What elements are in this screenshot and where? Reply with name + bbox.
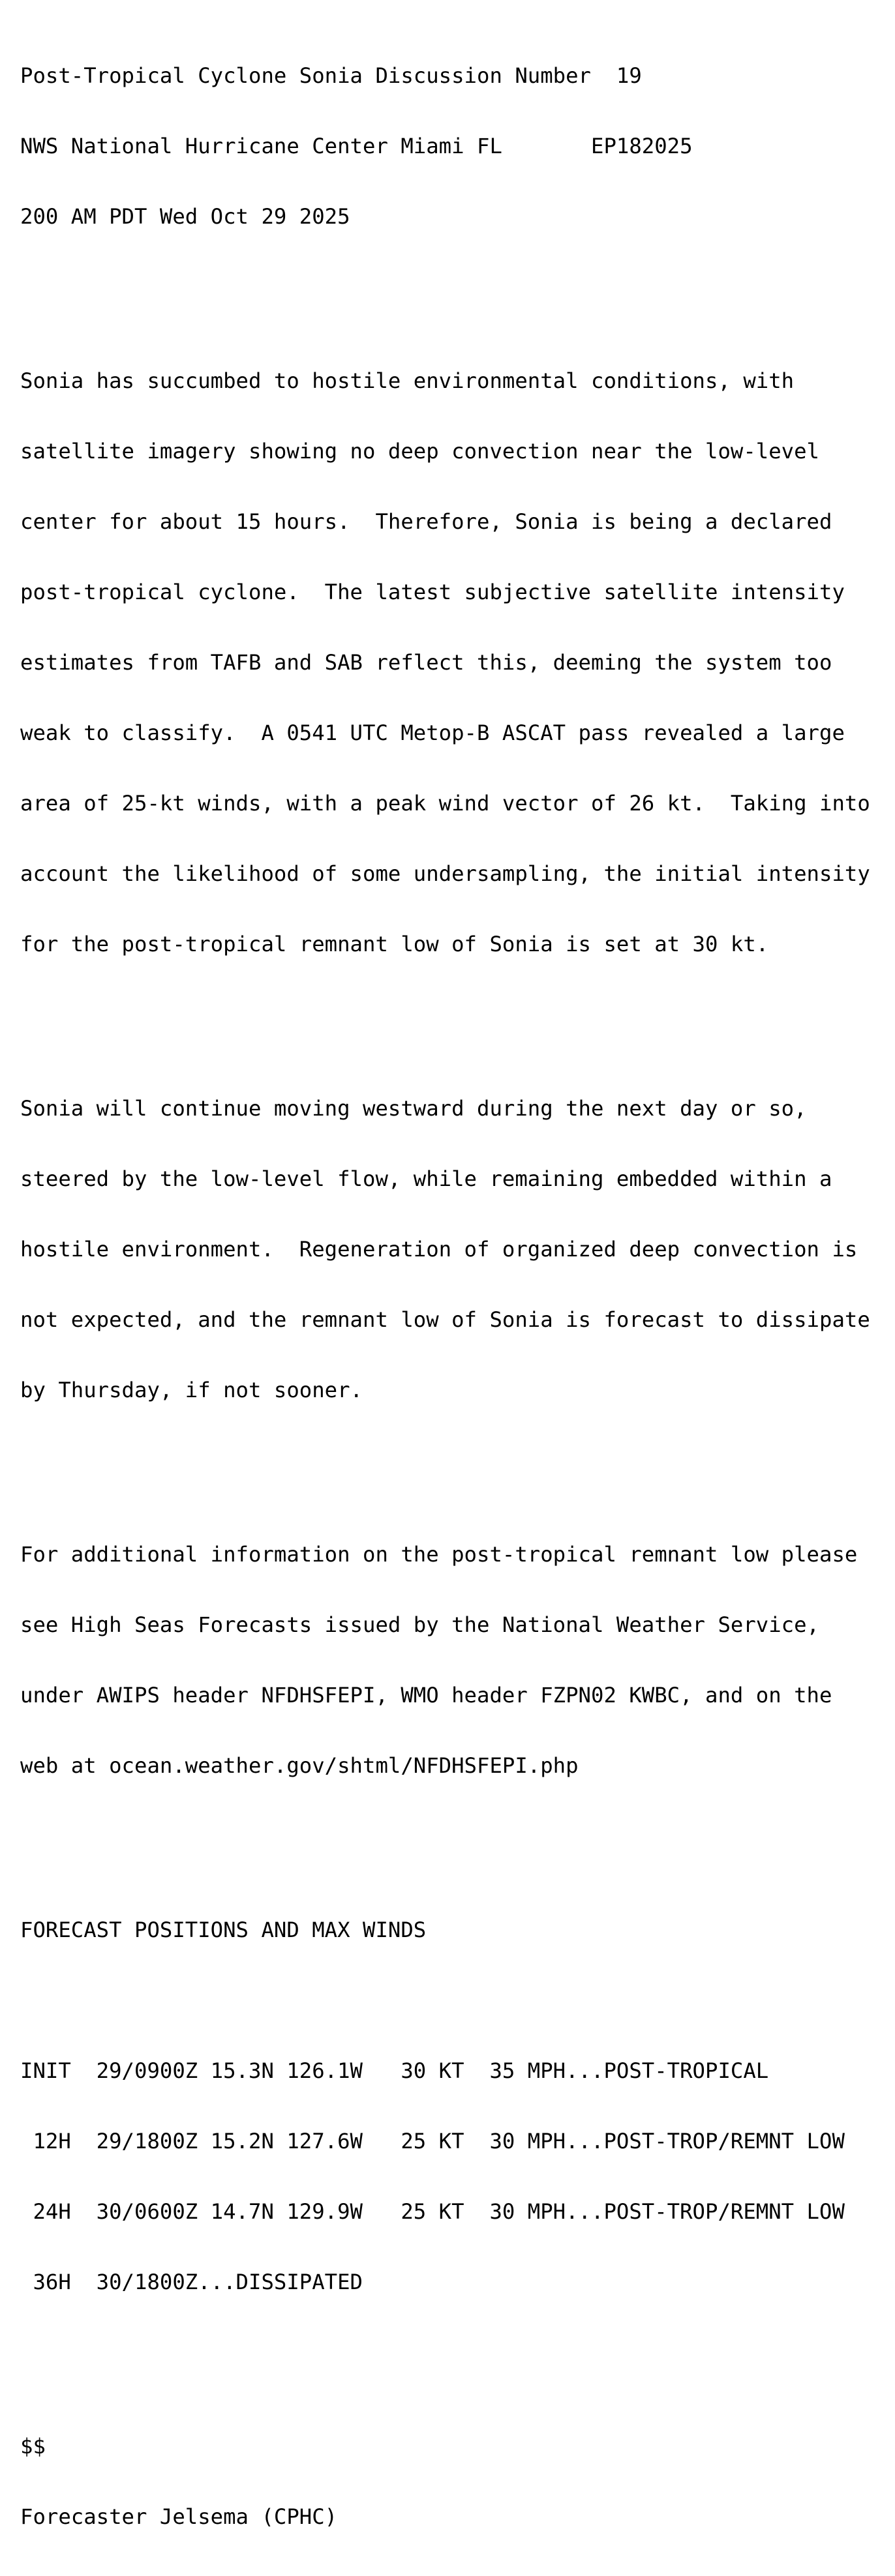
issuing-office: NWS National Hurricane Center Miami FL EP182025 [20,134,693,158]
paragraph-1-line: center for about 15 hours. Therefore, Sonia is being a declared [20,509,832,534]
blank-line [20,1449,895,1472]
paragraph-1-line: Sonia has succumbed to hostile environmental conditions, with [20,368,795,393]
forecast-row: 12H 29/1800Z 15.2N 127.6W 25 KT 30 MPH...POST-TROP/REMNT LOW [20,2129,845,2154]
issuance-time: 200 AM PDT Wed Oct 29 2025 [20,204,350,229]
blank-line [20,1989,895,2012]
paragraph-1-line: for the post-tropical remnant low of Sonia is set at 30 kt. [20,932,769,956]
paragraph-2-line: Sonia will continue moving westward during the next day or so, [20,1096,807,1121]
paragraph-3-line: under AWIPS header NFDHSFEPI, WMO header FZPN02 KWBC, and on the [20,1683,832,1708]
forecaster-signature: Forecaster Jelsema (CPHC) [20,2504,338,2529]
paragraph-1-line: post-tropical cyclone. The latest subjective satellite intensity [20,580,845,604]
forecast-row: 36H 30/1800Z...DISSIPATED [20,2270,363,2294]
forecast-heading: FORECAST POSITIONS AND MAX WINDS [20,1917,427,1942]
forecast-row: 24H 30/0600Z 14.7N 129.9W 25 KT 30 MPH...POST-TROP/REMNT LOW [20,2199,845,2224]
forecast-row: INIT 29/0900Z 15.3N 126.1W 30 KT 35 MPH...POST-TROPICAL [20,2058,769,2083]
paragraph-2-line: steered by the low-level flow, while remaining embedded within a [20,1166,832,1191]
paragraph-2-line: hostile environment. Regeneration of organized deep convection is [20,1237,858,1262]
paragraph-1-line: estimates from TAFB and SAB reflect this, deeming the system too [20,650,832,675]
paragraph-3-line: web at ocean.weather.gov/shtml/NFDHSFEPI.php [20,1753,579,1778]
blank-line [20,1003,895,1026]
product-title: Post-Tropical Cyclone Sonia Discussion Number 19 [20,63,642,88]
blank-line [20,275,895,299]
paragraph-1-line: area of 25-kt winds, with a peak wind vector of 26 kt. Taking into [20,791,870,816]
discussion-text [20,17,895,2575]
paragraph-1-line: account the likelihood of some undersampling, the initial intensity [20,861,870,886]
blank-line [20,1824,895,1848]
paragraph-3-line: see High Seas Forecasts issued by the National Weather Service, [20,1612,819,1637]
paragraph-2-line: not expected, and the remnant low of Sonia is forecast to dissipate [20,1307,870,1332]
product-terminator: $$ [20,2434,46,2459]
paragraph-3-line: For additional information on the post-tropical remnant low please [20,1542,858,1567]
blank-line [20,2341,895,2364]
paragraph-1-line: satellite imagery showing no deep convection near the low-level [20,439,819,464]
paragraph-1-line: weak to classify. A 0541 UTC Metop-B ASCAT pass revealed a large [20,720,845,745]
paragraph-2-line: by Thursday, if not sooner. [20,1378,363,1402]
